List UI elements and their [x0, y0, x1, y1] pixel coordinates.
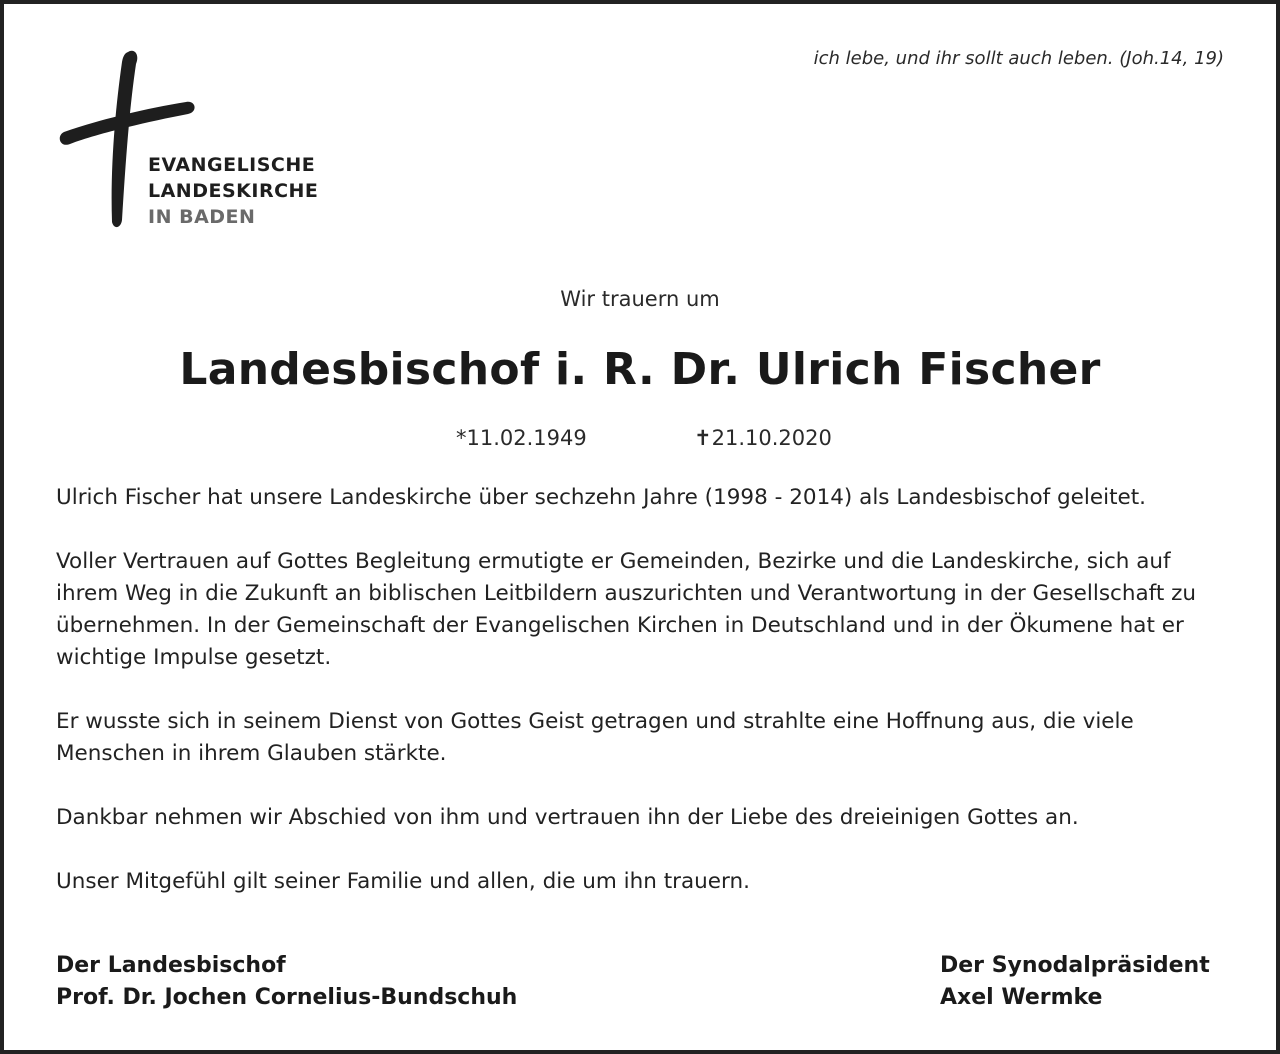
signature-role: Der Landesbischof [56, 953, 286, 978]
logo-line-2: LANDESKIRCHE [148, 180, 319, 202]
deceased-name: Landesbischof i. R. Dr. Ulrich Fischer [179, 344, 1101, 395]
intro-text: Wir trauern um [560, 287, 720, 311]
logo-line-3: IN BADEN [148, 206, 256, 228]
paragraph: Voller Vertrauen auf Gottes Begleitung ermutigte er Gemeinden, Bezirke und die Landeskirche, sich auf ihrem Weg in die Zukunft an biblischen Leitbildern auszurichten und Verantwortung in der Gesellschaft zu übernehmen. In der Gemeinschaft der Evangelischen Kirchen in Deutschland und in der Ökumene hat er wichtige Impulse gesetzt. [56, 549, 1197, 670]
logo-line-1: EVANGELISCHE [148, 154, 316, 176]
signature-right [940, 950, 1210, 1014]
paragraph: Ulrich Fischer hat unsere Landeskirche über sechzehn Jahre (1998 - 2014) als Landesbischof geleitet. [56, 485, 1146, 510]
signature-left [56, 950, 517, 1014]
signature-name: Prof. Dr. Jochen Cornelius-Bundschuh [56, 985, 518, 1010]
signature-name: Axel Wermke [940, 985, 1103, 1010]
signature-role: Der Synodalpräsident [940, 953, 1210, 978]
paragraph: Unser Mitgefühl gilt seiner Familie und allen, die um ihn trauern. [56, 869, 750, 894]
obituary-body [56, 482, 1226, 930]
logo-wordmark [148, 152, 318, 230]
paragraph: Er wusste sich in seinem Dienst von Gottes Geist getragen und strahlte eine Hoffnung aus, die viele Menschen in ihrem Glauben stärkte. [56, 709, 1134, 766]
paragraph: Dankbar nehmen wir Abschied von ihm und vertrauen ihn der Liebe des dreieinigen Gottes an. [56, 805, 1079, 830]
church-logo [56, 44, 336, 234]
bible-verse: ich lebe, und ihr sollt auch leben. (Joh.14, 19) [813, 48, 1224, 69]
birth-date: *11.02.1949 [456, 426, 587, 450]
death-date: ✝21.10.2020 [694, 426, 832, 450]
